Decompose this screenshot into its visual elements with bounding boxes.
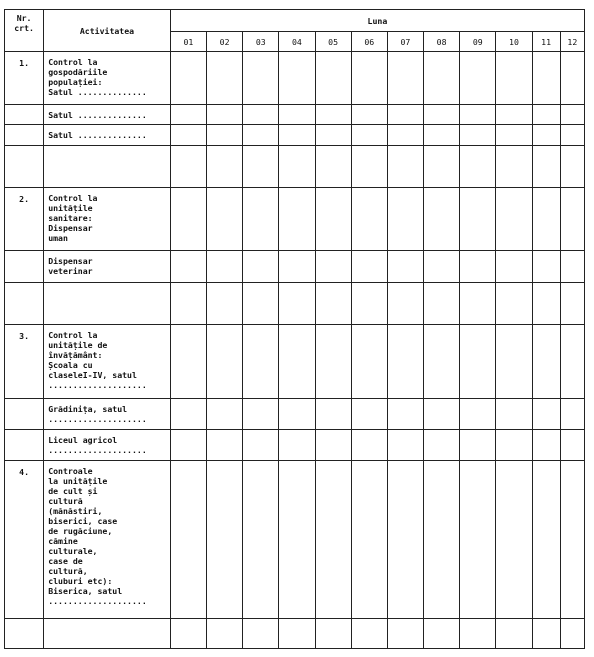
month-cell[interactable] xyxy=(424,105,460,125)
month-cell[interactable] xyxy=(560,399,584,430)
row-number xyxy=(5,399,44,430)
month-cell[interactable] xyxy=(532,283,560,325)
header-nr-crt: Nr. crt. xyxy=(5,10,44,52)
month-cell[interactable] xyxy=(206,430,242,461)
month-cell[interactable] xyxy=(279,619,315,649)
month-cell[interactable] xyxy=(243,325,279,399)
month-08: 08 xyxy=(424,32,460,52)
header-luna: Luna xyxy=(170,10,584,32)
month-cell[interactable] xyxy=(315,188,351,251)
month-01: 01 xyxy=(170,32,206,52)
month-cell[interactable] xyxy=(496,188,532,251)
activity-cell xyxy=(44,619,171,649)
month-cell[interactable] xyxy=(243,461,279,619)
activity-cell: Satul .............. xyxy=(44,125,171,146)
month-cell[interactable] xyxy=(460,619,496,649)
table-body xyxy=(5,52,585,649)
month-cell[interactable] xyxy=(279,105,315,125)
month-cell[interactable] xyxy=(460,146,496,188)
month-cell[interactable] xyxy=(424,188,460,251)
month-cell[interactable] xyxy=(496,461,532,619)
month-cell[interactable] xyxy=(243,399,279,430)
month-cell[interactable] xyxy=(460,52,496,105)
month-cell[interactable] xyxy=(560,461,584,619)
month-cell[interactable] xyxy=(206,105,242,125)
table-row xyxy=(5,105,585,125)
month-cell[interactable] xyxy=(170,283,206,325)
month-cell[interactable] xyxy=(560,325,584,399)
month-cell[interactable] xyxy=(243,251,279,283)
month-cell[interactable] xyxy=(351,251,387,283)
month-cell[interactable] xyxy=(387,146,423,188)
month-cell[interactable] xyxy=(532,430,560,461)
month-cell[interactable] xyxy=(279,125,315,146)
month-cell[interactable] xyxy=(560,146,584,188)
month-cell[interactable] xyxy=(560,105,584,125)
activity-cell: Control la unitățile sanitare: Dispensar uman xyxy=(44,188,171,251)
month-cell[interactable] xyxy=(496,105,532,125)
month-cell[interactable] xyxy=(496,146,532,188)
month-cell[interactable] xyxy=(170,325,206,399)
month-cell[interactable] xyxy=(387,325,423,399)
month-cell[interactable] xyxy=(560,251,584,283)
row-number xyxy=(5,430,44,461)
table-row xyxy=(5,52,585,105)
month-cell[interactable] xyxy=(387,283,423,325)
month-cell[interactable] xyxy=(279,430,315,461)
month-04: 04 xyxy=(279,32,315,52)
month-cell[interactable] xyxy=(424,251,460,283)
header-row xyxy=(5,10,585,32)
month-cell[interactable] xyxy=(206,461,242,619)
month-cell[interactable] xyxy=(532,146,560,188)
month-cell[interactable] xyxy=(315,325,351,399)
header-activitatea: Activitatea xyxy=(44,10,171,52)
month-cell[interactable] xyxy=(460,188,496,251)
row-number xyxy=(5,105,44,125)
row-number xyxy=(5,251,44,283)
month-cell[interactable] xyxy=(279,52,315,105)
month-cell[interactable] xyxy=(351,146,387,188)
month-cell[interactable] xyxy=(315,430,351,461)
month-cell[interactable] xyxy=(560,52,584,105)
month-cell[interactable] xyxy=(424,52,460,105)
month-cell[interactable] xyxy=(351,283,387,325)
activity-cell: Controale la unitățile de cult și cultură (mănăstiri, biserici, case de rugăciune, cămine culturale, case de cultură, cluburi etc): Biserica, satul .................... xyxy=(44,461,171,619)
month-cell[interactable] xyxy=(243,430,279,461)
activity-cell: Dispensar veterinar xyxy=(44,251,171,283)
month-cell[interactable] xyxy=(315,251,351,283)
month-cell[interactable] xyxy=(351,125,387,146)
activity-plan-table xyxy=(4,9,585,649)
month-cell[interactable] xyxy=(351,105,387,125)
month-03: 03 xyxy=(243,32,279,52)
activity-plan-sheet xyxy=(4,9,585,649)
month-cell[interactable] xyxy=(496,399,532,430)
month-cell[interactable] xyxy=(496,52,532,105)
month-cell[interactable] xyxy=(351,325,387,399)
month-cell[interactable] xyxy=(243,188,279,251)
month-cell[interactable] xyxy=(170,399,206,430)
month-06: 06 xyxy=(351,32,387,52)
month-cell[interactable] xyxy=(170,430,206,461)
month-cell[interactable] xyxy=(170,461,206,619)
activity-cell: Liceul agricol .................... xyxy=(44,430,171,461)
month-cell[interactable] xyxy=(206,325,242,399)
month-cell[interactable] xyxy=(496,125,532,146)
month-cell[interactable] xyxy=(170,52,206,105)
month-cell[interactable] xyxy=(315,146,351,188)
month-cell[interactable] xyxy=(315,52,351,105)
month-cell[interactable] xyxy=(460,125,496,146)
month-cell[interactable] xyxy=(243,125,279,146)
month-cell[interactable] xyxy=(460,105,496,125)
month-cell[interactable] xyxy=(170,105,206,125)
month-cell[interactable] xyxy=(460,325,496,399)
row-number xyxy=(5,619,44,649)
table-row xyxy=(5,283,585,325)
month-cell[interactable] xyxy=(424,125,460,146)
activity-cell: Control la gospodăriile populației: Satul .............. xyxy=(44,52,171,105)
activity-cell: Satul .............. xyxy=(44,105,171,125)
month-cell[interactable] xyxy=(243,105,279,125)
month-cell[interactable] xyxy=(279,251,315,283)
month-cell[interactable] xyxy=(424,461,460,619)
month-12: 12 xyxy=(560,32,584,52)
month-05: 05 xyxy=(315,32,351,52)
month-cell[interactable] xyxy=(387,399,423,430)
table-row xyxy=(5,619,585,649)
activity-cell: Control la unitățile de învățământ: Școala cu claseleI-IV, satul .................... xyxy=(44,325,171,399)
month-cell[interactable] xyxy=(206,52,242,105)
month-cell[interactable] xyxy=(170,188,206,251)
activity-cell xyxy=(44,283,171,325)
month-cell[interactable] xyxy=(351,399,387,430)
month-cell[interactable] xyxy=(351,430,387,461)
month-cell[interactable] xyxy=(206,188,242,251)
month-cell[interactable] xyxy=(460,283,496,325)
month-cell[interactable] xyxy=(206,146,242,188)
month-cell[interactable] xyxy=(424,283,460,325)
month-cell[interactable] xyxy=(387,105,423,125)
table-row xyxy=(5,399,585,430)
month-cell[interactable] xyxy=(351,461,387,619)
row-number: 1. xyxy=(5,52,44,105)
month-cell[interactable] xyxy=(532,125,560,146)
month-cell[interactable] xyxy=(279,399,315,430)
row-number: 3. xyxy=(5,325,44,399)
month-cell[interactable] xyxy=(279,283,315,325)
row-number: 4. xyxy=(5,461,44,619)
month-cell[interactable] xyxy=(170,125,206,146)
month-cell[interactable] xyxy=(315,461,351,619)
row-number: 2. xyxy=(5,188,44,251)
month-cell[interactable] xyxy=(532,52,560,105)
month-cell[interactable] xyxy=(315,283,351,325)
month-cell[interactable] xyxy=(243,283,279,325)
month-cell[interactable] xyxy=(424,619,460,649)
month-cell[interactable] xyxy=(243,52,279,105)
month-cell[interactable] xyxy=(206,399,242,430)
table-row xyxy=(5,251,585,283)
month-cell[interactable] xyxy=(496,283,532,325)
month-cell[interactable] xyxy=(387,251,423,283)
month-cell[interactable] xyxy=(532,399,560,430)
month-cell[interactable] xyxy=(387,619,423,649)
month-cell[interactable] xyxy=(279,461,315,619)
month-cell[interactable] xyxy=(460,399,496,430)
month-cell[interactable] xyxy=(279,325,315,399)
month-cell[interactable] xyxy=(279,146,315,188)
month-cell[interactable] xyxy=(387,52,423,105)
table-row xyxy=(5,125,585,146)
month-cell[interactable] xyxy=(206,619,242,649)
month-cell[interactable] xyxy=(170,146,206,188)
month-cell[interactable] xyxy=(351,52,387,105)
month-cell[interactable] xyxy=(496,325,532,399)
month-cell[interactable] xyxy=(243,619,279,649)
month-cell[interactable] xyxy=(351,619,387,649)
month-10: 10 xyxy=(496,32,532,52)
month-02: 02 xyxy=(206,32,242,52)
month-cell[interactable] xyxy=(496,251,532,283)
month-cell[interactable] xyxy=(206,283,242,325)
month-cell[interactable] xyxy=(315,105,351,125)
activity-cell: Grădinița, satul .................... xyxy=(44,399,171,430)
month-cell[interactable] xyxy=(387,125,423,146)
row-number xyxy=(5,125,44,146)
table-row xyxy=(5,325,585,399)
month-cell[interactable] xyxy=(424,399,460,430)
row-number xyxy=(5,283,44,325)
month-cell[interactable] xyxy=(532,251,560,283)
table-row xyxy=(5,146,585,188)
month-cell[interactable] xyxy=(560,619,584,649)
month-cell[interactable] xyxy=(496,430,532,461)
month-cell[interactable] xyxy=(532,105,560,125)
month-07: 07 xyxy=(387,32,423,52)
month-cell[interactable] xyxy=(315,619,351,649)
month-cell[interactable] xyxy=(460,251,496,283)
month-cell[interactable] xyxy=(460,430,496,461)
month-09: 09 xyxy=(460,32,496,52)
month-cell[interactable] xyxy=(532,325,560,399)
month-cell[interactable] xyxy=(206,125,242,146)
month-cell[interactable] xyxy=(424,325,460,399)
month-cell[interactable] xyxy=(532,188,560,251)
table-row xyxy=(5,188,585,251)
month-cell[interactable] xyxy=(170,251,206,283)
month-cell[interactable] xyxy=(496,619,532,649)
month-cell[interactable] xyxy=(560,283,584,325)
month-cell[interactable] xyxy=(387,430,423,461)
month-cell[interactable] xyxy=(387,461,423,619)
month-11: 11 xyxy=(532,32,560,52)
month-cell[interactable] xyxy=(532,619,560,649)
month-cell[interactable] xyxy=(560,188,584,251)
month-cell[interactable] xyxy=(387,188,423,251)
month-cell[interactable] xyxy=(315,125,351,146)
table-row xyxy=(5,430,585,461)
month-cell[interactable] xyxy=(315,399,351,430)
month-cell[interactable] xyxy=(532,461,560,619)
month-cell[interactable] xyxy=(351,188,387,251)
month-cell[interactable] xyxy=(460,461,496,619)
row-number xyxy=(5,146,44,188)
month-cell[interactable] xyxy=(243,146,279,188)
month-cell[interactable] xyxy=(424,146,460,188)
table-row xyxy=(5,461,585,619)
month-cell[interactable] xyxy=(279,188,315,251)
activity-cell xyxy=(44,146,171,188)
month-cell[interactable] xyxy=(560,125,584,146)
month-cell[interactable] xyxy=(206,251,242,283)
month-cell[interactable] xyxy=(170,619,206,649)
month-cell[interactable] xyxy=(560,430,584,461)
month-cell[interactable] xyxy=(424,430,460,461)
